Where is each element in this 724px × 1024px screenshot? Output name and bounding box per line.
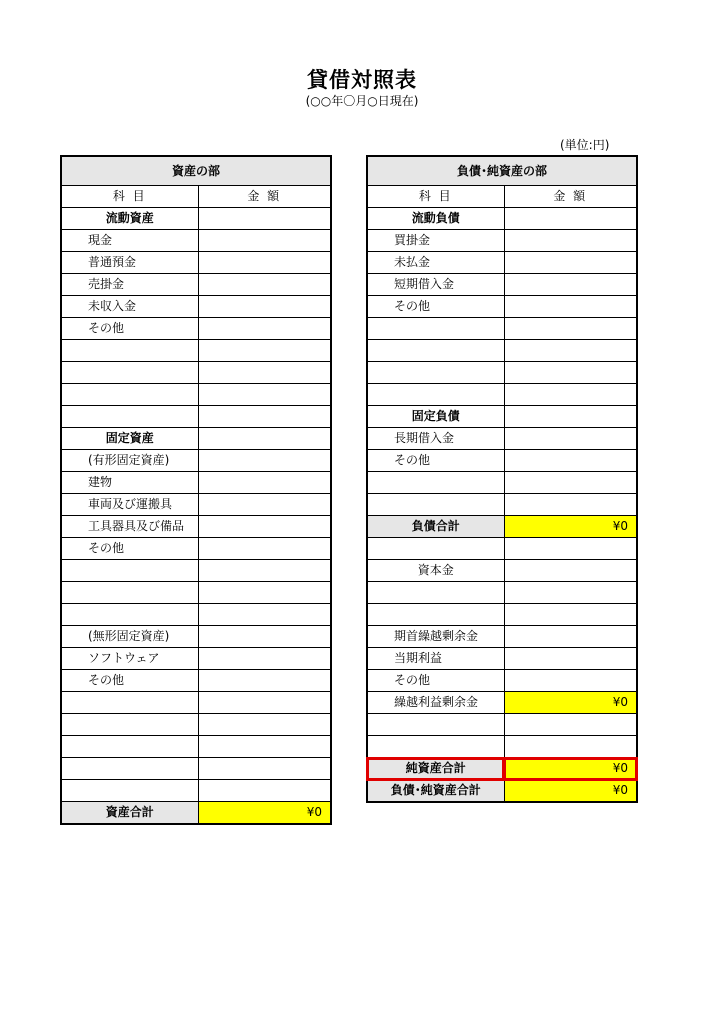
empty-cell[interactable] bbox=[367, 318, 504, 340]
amount-cell[interactable] bbox=[504, 472, 637, 494]
empty-cell[interactable] bbox=[61, 560, 198, 582]
empty-cell[interactable] bbox=[367, 472, 504, 494]
other-current-liabilities-label: その他 bbox=[367, 296, 504, 318]
table-row bbox=[61, 604, 331, 626]
amount-cell[interactable] bbox=[198, 340, 331, 362]
empty-cell[interactable] bbox=[61, 758, 198, 780]
empty-cell[interactable] bbox=[61, 736, 198, 758]
liabilities-column-row bbox=[367, 186, 637, 208]
buildings-label: 建物 bbox=[61, 472, 198, 494]
deposits-amount-cell[interactable] bbox=[198, 252, 331, 274]
table-row bbox=[61, 758, 331, 780]
table-row bbox=[367, 648, 637, 670]
amount-cell[interactable] bbox=[504, 362, 637, 384]
other-current-assets-amount-cell[interactable] bbox=[198, 318, 331, 340]
short-loans-amount-cell[interactable] bbox=[504, 274, 637, 296]
cash-label: 現金 bbox=[61, 230, 198, 252]
assets-col-item: 科 目 bbox=[61, 186, 198, 208]
empty-cell[interactable] bbox=[61, 362, 198, 384]
fixed-liabilities-heading: 固定負債 bbox=[367, 406, 504, 428]
other-tangible-amount-cell[interactable] bbox=[198, 538, 331, 560]
table-row bbox=[367, 406, 637, 428]
table-row bbox=[61, 648, 331, 670]
table-row bbox=[367, 340, 637, 362]
table-row bbox=[61, 252, 331, 274]
liabilities-total-value[interactable]: ¥0 bbox=[504, 516, 637, 538]
table-row bbox=[367, 714, 637, 736]
table-row bbox=[367, 274, 637, 296]
capital-amount-cell[interactable] bbox=[504, 560, 637, 582]
table-row bbox=[61, 340, 331, 362]
cash-amount-cell[interactable] bbox=[198, 230, 331, 252]
table-row bbox=[367, 604, 637, 626]
payables-amount-cell[interactable] bbox=[504, 230, 637, 252]
liabilities-table bbox=[366, 155, 638, 803]
amount-cell[interactable] bbox=[198, 384, 331, 406]
amount-cell[interactable] bbox=[198, 736, 331, 758]
amount-cell[interactable] bbox=[198, 406, 331, 428]
unpaid-amount-cell[interactable] bbox=[504, 252, 637, 274]
amount-cell[interactable] bbox=[198, 604, 331, 626]
other-fixed-liabilities-label: その他 bbox=[367, 450, 504, 472]
table-row bbox=[367, 736, 637, 758]
retained-begin-label: 期首繰越剰余金 bbox=[367, 626, 504, 648]
amount-cell[interactable] bbox=[504, 736, 637, 758]
table-row bbox=[367, 428, 637, 450]
empty-cell[interactable] bbox=[367, 736, 504, 758]
amount-cell[interactable] bbox=[198, 780, 331, 802]
receivables-label: 売掛金 bbox=[61, 274, 198, 296]
empty-cell[interactable] bbox=[367, 538, 504, 560]
software-amount-cell[interactable] bbox=[198, 648, 331, 670]
table-row bbox=[61, 582, 331, 604]
amount-cell[interactable] bbox=[504, 494, 637, 516]
grand-total-row bbox=[367, 780, 637, 803]
retained-carry-value[interactable]: ¥0 bbox=[504, 692, 637, 714]
retained-carry-label: 繰越利益剰余金 bbox=[367, 692, 504, 714]
accrued-label: 未収入金 bbox=[61, 296, 198, 318]
table-row bbox=[367, 208, 637, 230]
net-assets-total-label: 純資産合計 bbox=[367, 758, 504, 780]
assets-column-row bbox=[61, 186, 331, 208]
accrued-amount-cell[interactable] bbox=[198, 296, 331, 318]
receivables-amount-cell[interactable] bbox=[198, 274, 331, 296]
vehicles-label: 車両及び運搬具 bbox=[61, 494, 198, 516]
current-liabilities-heading: 流動負債 bbox=[367, 208, 504, 230]
amount-cell[interactable] bbox=[198, 560, 331, 582]
net-assets-total-row bbox=[367, 758, 637, 780]
other-tangible-label: その他 bbox=[61, 538, 198, 560]
amount-cell[interactable] bbox=[504, 384, 637, 406]
amount-cell[interactable] bbox=[198, 582, 331, 604]
amount-cell[interactable] bbox=[198, 714, 331, 736]
amount-cell[interactable] bbox=[198, 208, 331, 230]
empty-cell[interactable] bbox=[367, 714, 504, 736]
amount-cell[interactable] bbox=[504, 318, 637, 340]
deposits-label: 普通預金 bbox=[61, 252, 198, 274]
table-row bbox=[61, 538, 331, 560]
empty-cell[interactable] bbox=[61, 692, 198, 714]
table-row bbox=[61, 516, 331, 538]
assets-col-amount: 金 額 bbox=[198, 186, 331, 208]
current-profit-amount-cell[interactable] bbox=[504, 648, 637, 670]
amount-cell[interactable] bbox=[198, 362, 331, 384]
table-row bbox=[61, 670, 331, 692]
liabilities-section-header: 負債･純資産の部 bbox=[367, 156, 637, 186]
table-row bbox=[61, 274, 331, 296]
other-equity-amount-cell[interactable] bbox=[504, 670, 637, 692]
empty-cell[interactable] bbox=[367, 604, 504, 626]
software-label: ソフトウェア bbox=[61, 648, 198, 670]
table-row bbox=[61, 428, 331, 450]
table-row bbox=[367, 450, 637, 472]
table-row bbox=[367, 252, 637, 274]
amount-cell[interactable] bbox=[504, 714, 637, 736]
table-row bbox=[61, 780, 331, 802]
assets-total-label: 資産合計 bbox=[61, 802, 198, 825]
tools-label: 工具器具及び備品 bbox=[61, 516, 198, 538]
empty-cell[interactable] bbox=[367, 582, 504, 604]
table-row bbox=[61, 296, 331, 318]
table-row bbox=[61, 472, 331, 494]
short-loans-label: 短期借入金 bbox=[367, 274, 504, 296]
table-row bbox=[367, 296, 637, 318]
table-row bbox=[61, 406, 331, 428]
capital-label: 資本金 bbox=[367, 560, 504, 582]
current-assets-heading: 流動資産 bbox=[61, 208, 198, 230]
table-row bbox=[367, 230, 637, 252]
long-loans-amount-cell[interactable] bbox=[504, 428, 637, 450]
empty-cell[interactable] bbox=[61, 604, 198, 626]
intangible-assets-heading: (無形固定資産) bbox=[61, 626, 198, 648]
empty-cell[interactable] bbox=[367, 384, 504, 406]
grand-total-value[interactable]: ¥0 bbox=[504, 780, 637, 803]
empty-cell[interactable] bbox=[61, 780, 198, 802]
unpaid-label: 未払金 bbox=[367, 252, 504, 274]
liabilities-total-label: 負債合計 bbox=[367, 516, 504, 538]
amount-cell[interactable] bbox=[504, 604, 637, 626]
table-row bbox=[367, 494, 637, 516]
table-row bbox=[367, 318, 637, 340]
amount-cell[interactable] bbox=[198, 626, 331, 648]
table-row bbox=[61, 692, 331, 714]
table-row bbox=[61, 736, 331, 758]
long-loans-label: 長期借入金 bbox=[367, 428, 504, 450]
amount-cell[interactable] bbox=[504, 582, 637, 604]
amount-cell[interactable] bbox=[198, 428, 331, 450]
other-current-liabilities-amount-cell[interactable] bbox=[504, 296, 637, 318]
retained-carry-row bbox=[367, 692, 637, 714]
assets-header-row bbox=[61, 156, 331, 186]
amount-cell[interactable] bbox=[504, 208, 637, 230]
assets-table bbox=[60, 155, 332, 825]
table-row bbox=[61, 450, 331, 472]
table-row bbox=[367, 472, 637, 494]
liabilities-header-row bbox=[367, 156, 637, 186]
table-row bbox=[61, 362, 331, 384]
table-row bbox=[61, 384, 331, 406]
table-row bbox=[61, 208, 331, 230]
other-intangible-label: その他 bbox=[61, 670, 198, 692]
assets-section-header: 資産の部 bbox=[61, 156, 331, 186]
vehicles-amount-cell[interactable] bbox=[198, 494, 331, 516]
assets-total-row bbox=[61, 802, 331, 825]
net-assets-total-value[interactable]: ¥0 bbox=[504, 758, 637, 780]
table-row bbox=[367, 560, 637, 582]
amount-cell[interactable] bbox=[198, 450, 331, 472]
table-row bbox=[367, 626, 637, 648]
empty-cell[interactable] bbox=[367, 340, 504, 362]
empty-cell[interactable] bbox=[367, 494, 504, 516]
tools-amount-cell[interactable] bbox=[198, 516, 331, 538]
current-profit-label: 当期利益 bbox=[367, 648, 504, 670]
grand-total-label: 負債･純資産合計 bbox=[367, 780, 504, 803]
empty-cell[interactable] bbox=[61, 406, 198, 428]
table-row bbox=[61, 714, 331, 736]
table-row bbox=[61, 230, 331, 252]
empty-cell[interactable] bbox=[367, 362, 504, 384]
empty-cell[interactable] bbox=[61, 340, 198, 362]
amount-cell[interactable] bbox=[504, 406, 637, 428]
table-row bbox=[367, 670, 637, 692]
fixed-assets-heading: 固定資産 bbox=[61, 428, 198, 450]
amount-cell[interactable] bbox=[198, 758, 331, 780]
retained-begin-amount-cell[interactable] bbox=[504, 626, 637, 648]
table-row bbox=[61, 494, 331, 516]
table-row bbox=[61, 318, 331, 340]
liabilities-col-amount: 金 額 bbox=[504, 186, 637, 208]
other-intangible-amount-cell[interactable] bbox=[198, 670, 331, 692]
liabilities-col-item: 科 目 bbox=[367, 186, 504, 208]
amount-cell[interactable] bbox=[198, 692, 331, 714]
unit-label: (単位:円) bbox=[560, 138, 610, 152]
empty-cell[interactable] bbox=[61, 714, 198, 736]
empty-cell[interactable] bbox=[61, 384, 198, 406]
page-title: 貸借対照表 bbox=[307, 68, 417, 92]
liabilities-total-row bbox=[367, 516, 637, 538]
tangible-assets-heading: (有形固定資産) bbox=[61, 450, 198, 472]
buildings-amount-cell[interactable] bbox=[198, 472, 331, 494]
payables-label: 買掛金 bbox=[367, 230, 504, 252]
date-subtitle: (○○年〇月○日現在) bbox=[305, 94, 419, 108]
table-row bbox=[61, 560, 331, 582]
assets-total-value[interactable]: ¥0 bbox=[198, 802, 331, 825]
empty-cell[interactable] bbox=[61, 582, 198, 604]
table-row bbox=[367, 538, 637, 560]
table-row bbox=[367, 582, 637, 604]
other-equity-label: その他 bbox=[367, 670, 504, 692]
amount-cell[interactable] bbox=[504, 538, 637, 560]
amount-cell[interactable] bbox=[504, 340, 637, 362]
other-current-assets-label: その他 bbox=[61, 318, 198, 340]
other-fixed-liabilities-amount-cell[interactable] bbox=[504, 450, 637, 472]
table-row bbox=[61, 626, 331, 648]
table-row bbox=[367, 362, 637, 384]
table-row bbox=[367, 384, 637, 406]
